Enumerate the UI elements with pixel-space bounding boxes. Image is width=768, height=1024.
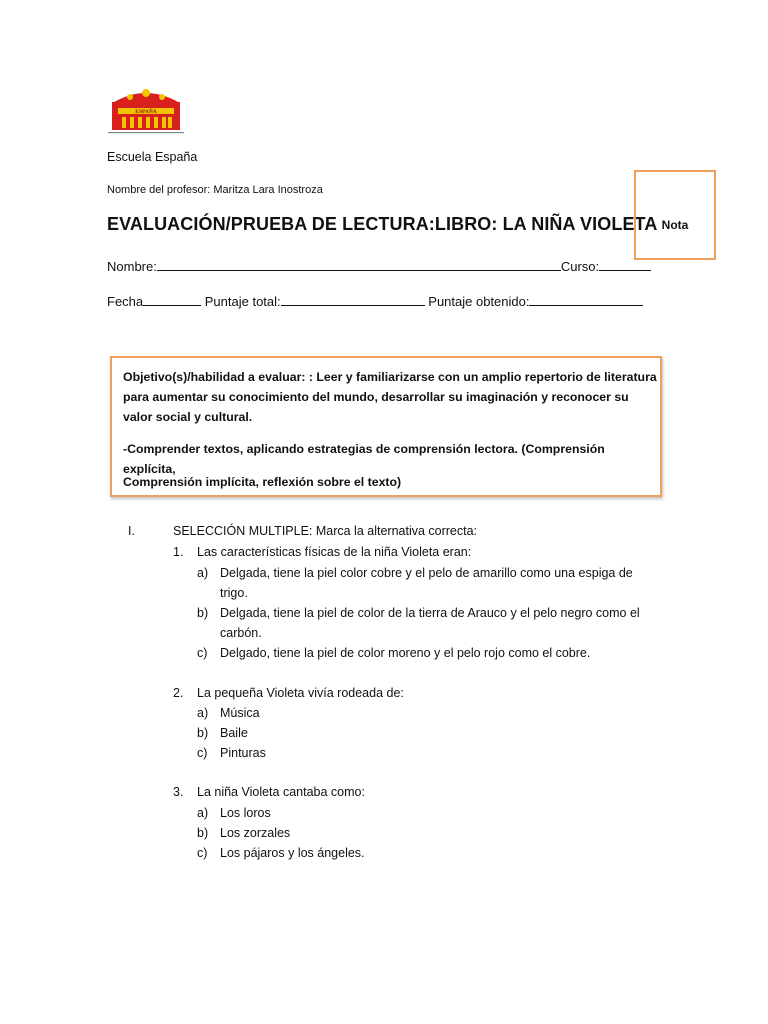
option-text[interactable]: Los zorzales [220,826,291,840]
option-letter[interactable]: a) [197,566,209,580]
question-text: La niña Violeta cantaba como: [197,785,365,799]
name-label: Nombre: [107,259,157,274]
option-letter[interactable]: c) [197,846,208,860]
objective-text: Objetivo(s)/habilidad a evaluar: : Leer y familiarizarse con un amplio repertorio de literatura para aumentar su conocimiento del mundo, desarrollar su imaginación y reconocer su valor social y cultural. [123,370,657,424]
question-text: La pequeña Violeta vivía rodeada de: [197,686,404,700]
page-title: EVALUACIÓN/PRUEBA DE LECTURA:LIBRO: LA NIÑA VIOLETA [107,214,658,234]
course-line[interactable] [599,258,651,271]
name-line[interactable] [157,258,561,271]
obtained-score-line[interactable] [529,293,643,306]
option-text[interactable]: Baile [220,726,248,740]
option-letter[interactable]: b) [197,726,209,740]
section-number: I. [128,524,135,538]
objective-skill-text: -Comprender textos, aplicando estrategias de comprensión lectora. (Comprensión explícita, [123,442,605,476]
grade-box [634,170,716,260]
date-score-row [107,293,643,309]
objective-skill-text-cont: Comprensión implícita, reflexión sobre el texto) [123,475,402,489]
total-score-line[interactable] [281,293,425,306]
option-letter[interactable]: b) [197,606,209,620]
option-letter[interactable]: b) [197,826,209,840]
teacher-name: Nombre del profesor: Maritza Lara Inostroza [107,184,323,196]
question-number: 3. [173,785,184,799]
course-label: Curso: [560,259,600,274]
total-score-label: Puntaje total: [204,294,281,309]
option-text[interactable]: Música [220,706,260,720]
objective-box [110,356,662,497]
school-name: Escuela España [107,150,198,164]
section-title: SELECCIÓN MULTIPLE: Marca la alternativa correcta: [173,524,478,538]
question-text: Las características físicas de la niña Violeta eran: [197,545,472,559]
option-text[interactable]: Los pájaros y los ángeles. [220,846,365,860]
option-letter[interactable]: c) [197,646,208,660]
option-text[interactable]: Delgada, tiene la piel de color de la tierra de Arauco y el pelo negro como el carbón. [220,606,640,640]
name-course-row [107,258,651,274]
option-text[interactable]: Pinturas [220,746,266,760]
option-text[interactable]: Los loros [220,806,271,820]
question-number: 2. [173,686,184,700]
logo-text: ESPAÑA [135,109,157,116]
option-letter[interactable]: a) [197,806,209,820]
grade-label: Nota [661,218,689,232]
option-text[interactable]: Delgado, tiene la piel de color moreno y el pelo rojo como el cobre. [220,646,591,660]
option-letter[interactable]: c) [197,746,208,760]
option-text[interactable]: Delgada, tiene la piel color cobre y el pelo de amarillo como una espiga de trigo. [220,566,633,600]
option-letter[interactable]: a) [197,706,209,720]
question-number: 1. [173,545,184,559]
date-line[interactable] [143,293,201,306]
date-label: Fecha [107,294,144,309]
obtained-score-label: Puntaje obtenido: [428,294,530,309]
school-logo [108,88,184,136]
